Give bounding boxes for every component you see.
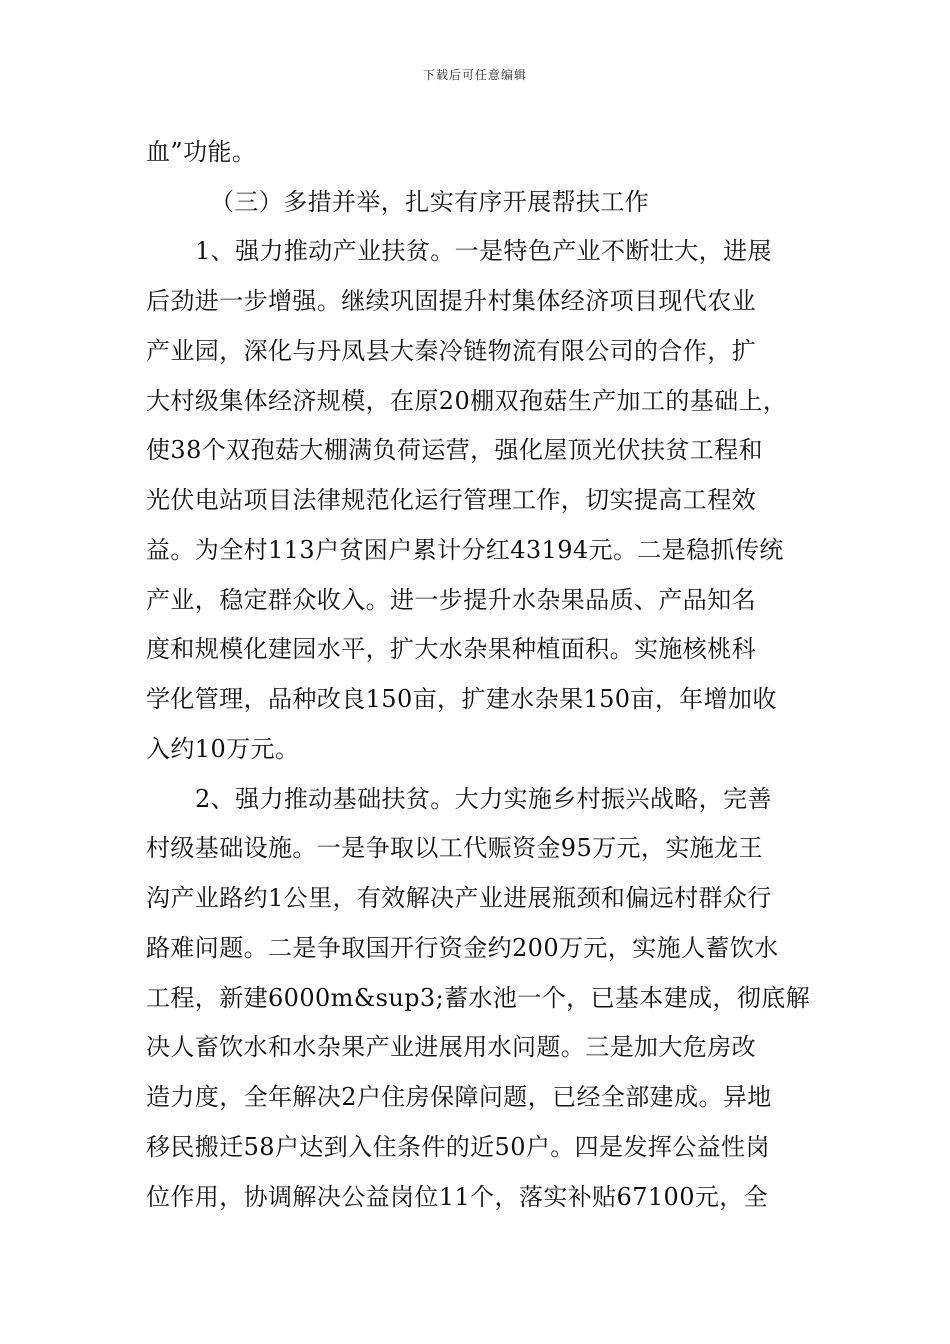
section-heading: （三）多措并举，扎实有序开展帮扶工作 (210, 188, 650, 216)
paragraph-line: 学化管理，品种改良150亩，扩建水杂果150亩，年增加收 (146, 685, 777, 713)
paragraph-line: 使38个双孢菇大棚满负荷运营，强化屋顶光伏扶贫工程和 (146, 436, 763, 464)
paragraph-line: 产业，稳定群众收入。进一步提升水杂果品质、产品知名 (146, 586, 756, 614)
paragraph-line: 光伏电站项目法律规范化运行管理工作，切实提高工程效 (146, 486, 756, 514)
paragraph-line: 血”功能。 (146, 138, 257, 166)
page-header: 下载后可任意编辑 (422, 68, 527, 82)
paragraph-line: 位作用，协调解决公益岗位11个，落实补贴67100元，全 (146, 1183, 769, 1211)
paragraph-line: 移民搬迁58户达到入住条件的近50户。四是发挥公益性岗 (146, 1133, 770, 1161)
paragraph-line: 产业园，深化与丹凤县大秦冷链物流有限公司的合作，扩 (146, 337, 756, 365)
paragraph-line: 后劲进一步增强。继续巩固提升村集体经济项目现代农业 (146, 287, 756, 315)
paragraph-line: 益。为全村113户贫困户累计分红43194元。二是稳抓传统 (146, 536, 784, 564)
paragraph-line: 入约10万元。 (146, 735, 300, 763)
paragraph-line: 大村级集体经济规模，在原20棚双孢菇生产加工的基础上， (146, 387, 788, 415)
paragraph-line: 2、强力推动基础扶贫。大力实施乡村振兴战略，完善 (195, 785, 772, 813)
paragraph-line: 1、强力推动产业扶贫。一是特色产业不断壮大，进展 (195, 237, 772, 265)
paragraph-line: 沟产业路约1公里，有效解决产业进展瓶颈和偏远村群众行 (146, 884, 772, 912)
paragraph-line: 路难问题。二是争取国开行资金约200万元，实施人蓄饮水 (146, 934, 779, 962)
paragraph-line: 工程，新建6000m&sup3;蓄水池一个，已基本建成，彻底解 (146, 984, 811, 1012)
paragraph-line: 造力度，全年解决2户住房保障问题，已经全部建成。异地 (146, 1083, 772, 1111)
paragraph-line: 决人畜饮水和水杂果产业进展用水问题。三是加大危房改 (146, 1033, 756, 1061)
paragraph-line: 度和规模化建园水平，扩大水杂果种植面积。实施核桃科 (146, 635, 756, 663)
paragraph-line: 村级基础设施。一是争取以工代赈资金95万元，实施龙王 (146, 834, 763, 862)
